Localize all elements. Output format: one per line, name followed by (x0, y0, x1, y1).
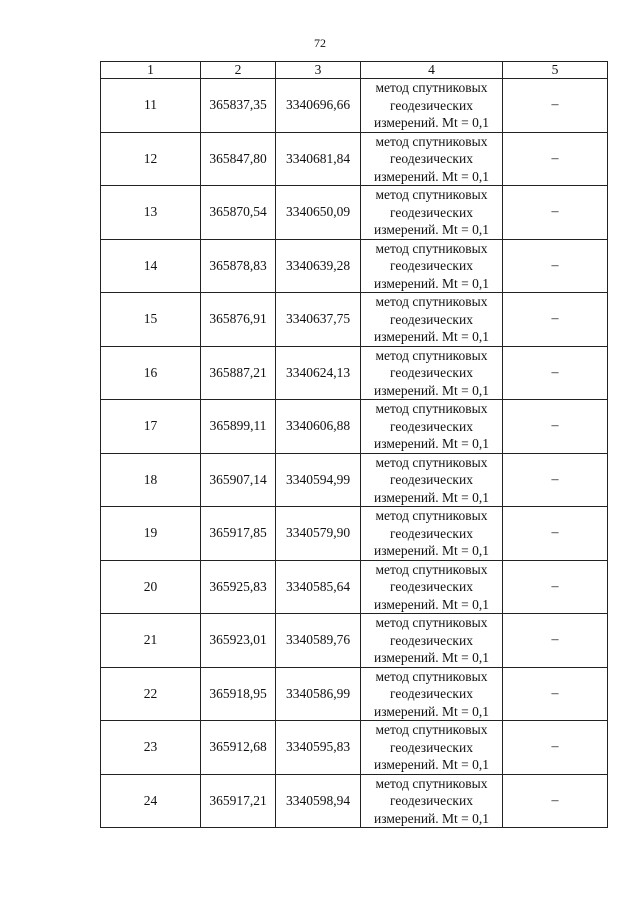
y-coordinate-cell: 3340594,99 (276, 453, 361, 507)
method-line: геодезических (390, 686, 473, 701)
note-cell: – (503, 560, 608, 614)
table-row (101, 507, 608, 561)
header-col-3: 3 (276, 62, 361, 79)
point-number-cell: 21 (101, 614, 201, 668)
point-number-cell: 20 (101, 560, 201, 614)
note-cell: – (503, 239, 608, 293)
x-coordinate-cell: 365887,21 (201, 346, 276, 400)
x-coordinate-cell: 365907,14 (201, 453, 276, 507)
x-coordinate-cell: 365870,54 (201, 186, 276, 240)
x-coordinate-cell: 365923,01 (201, 614, 276, 668)
method-line: геодезических (390, 739, 473, 755)
x-coordinate-cell: 365878,83 (201, 239, 276, 293)
method-line: измерений. Mt = 0,1 (373, 757, 490, 772)
method-line: измерений. Mt = 0,1 (373, 810, 490, 826)
x-coordinate-cell: 365912,68 (201, 721, 276, 775)
method-line: измерений. Mt = 0,1 (373, 703, 490, 719)
method-cell (361, 721, 503, 775)
method-line: метод спутниковых (375, 561, 488, 577)
x-coordinate-cell: 365917,85 (201, 507, 276, 561)
header-col-2: 2 (201, 62, 276, 79)
method-cell (361, 293, 503, 347)
method-line: геодезических (390, 418, 473, 434)
note-cell: – (503, 667, 608, 721)
method-line: метод спутниковых (375, 80, 488, 95)
x-coordinate-cell: 365876,91 (201, 293, 276, 347)
table-row (101, 293, 608, 347)
y-coordinate-cell: 3340696,66 (276, 79, 361, 133)
method-line: метод спутниковых (375, 454, 488, 470)
header-col-4: 4 (361, 62, 503, 79)
method-cell (361, 560, 503, 614)
y-coordinate-cell: 3340637,75 (276, 293, 361, 347)
method-line: измерений. Mt = 0,1 (373, 329, 490, 344)
note-cell: – (503, 721, 608, 775)
table-row (101, 614, 608, 668)
point-number-cell: 24 (101, 774, 201, 828)
method-line: метод спутниковых (375, 508, 488, 523)
table-body (101, 79, 608, 828)
method-cell (361, 79, 503, 133)
point-number-cell: 15 (101, 293, 201, 347)
method-line: метод спутниковых (375, 401, 488, 416)
y-coordinate-cell: 3340639,28 (276, 239, 361, 293)
method-line: геодезических (390, 365, 473, 380)
method-line: геодезических (390, 793, 473, 808)
method-line: метод спутниковых (375, 615, 488, 630)
method-line: измерений. Mt = 0,1 (373, 168, 490, 184)
method-line: геодезических (390, 472, 473, 487)
note-cell: – (503, 132, 608, 186)
y-coordinate-cell: 3340595,83 (276, 721, 361, 775)
note-cell: – (503, 79, 608, 133)
table-row (101, 667, 608, 721)
method-cell (361, 774, 503, 828)
point-number-cell: 23 (101, 721, 201, 775)
method-line: метод спутниковых (375, 187, 488, 202)
table-row (101, 186, 608, 240)
method-line: измерений. Mt = 0,1 (373, 543, 490, 558)
method-line: измерений. Mt = 0,1 (373, 115, 490, 130)
table-row (101, 132, 608, 186)
y-coordinate-cell: 3340586,99 (276, 667, 361, 721)
x-coordinate-cell: 365925,83 (201, 560, 276, 614)
y-coordinate-cell: 3340624,13 (276, 346, 361, 400)
point-number-cell: 18 (101, 453, 201, 507)
table-row (101, 560, 608, 614)
method-line: измерений. Mt = 0,1 (373, 222, 490, 237)
method-cell (361, 239, 503, 293)
page-number: 72 (314, 36, 326, 50)
note-cell: – (503, 614, 608, 668)
note-cell: – (503, 507, 608, 561)
method-line: метод спутниковых (375, 347, 488, 363)
method-line: геодезических (390, 525, 473, 541)
point-number-cell: 17 (101, 400, 201, 454)
point-number-cell: 19 (101, 507, 201, 561)
point-number-cell: 12 (101, 132, 201, 186)
header-col-1: 1 (101, 62, 201, 79)
header-col-5: 5 (503, 62, 608, 79)
y-coordinate-cell: 3340579,90 (276, 507, 361, 561)
table-row (101, 79, 608, 133)
y-coordinate-cell: 3340681,84 (276, 132, 361, 186)
method-line: геодезических (390, 97, 473, 113)
table-header (101, 62, 608, 79)
x-coordinate-cell: 365917,21 (201, 774, 276, 828)
method-cell (361, 132, 503, 186)
method-cell (361, 400, 503, 454)
note-cell: – (503, 346, 608, 400)
method-line: измерений. Mt = 0,1 (373, 275, 490, 291)
table-row (101, 774, 608, 828)
method-line: метод спутниковых (375, 133, 488, 149)
method-line: метод спутниковых (375, 294, 488, 309)
method-cell (361, 346, 503, 400)
y-coordinate-cell: 3340585,64 (276, 560, 361, 614)
method-cell (361, 186, 503, 240)
method-line: измерений. Mt = 0,1 (373, 596, 490, 612)
method-cell (361, 614, 503, 668)
y-coordinate-cell: 3340650,09 (276, 186, 361, 240)
x-coordinate-cell: 365918,95 (201, 667, 276, 721)
point-number-cell: 11 (101, 79, 201, 133)
table-row (101, 453, 608, 507)
table-row (101, 721, 608, 775)
method-cell (361, 667, 503, 721)
note-cell: – (503, 293, 608, 347)
method-line: метод спутниковых (375, 775, 488, 791)
table-row (101, 400, 608, 454)
y-coordinate-cell: 3340606,88 (276, 400, 361, 454)
note-cell: – (503, 400, 608, 454)
method-cell (361, 453, 503, 507)
y-coordinate-cell: 3340598,94 (276, 774, 361, 828)
method-line: геодезических (390, 632, 473, 648)
point-number-cell: 22 (101, 667, 201, 721)
method-line: метод спутниковых (375, 240, 488, 256)
method-line: геодезических (390, 311, 473, 327)
method-line: геодезических (390, 579, 473, 594)
method-line: измерений. Mt = 0,1 (373, 650, 490, 665)
point-number-cell: 13 (101, 186, 201, 240)
point-number-cell: 14 (101, 239, 201, 293)
method-line: метод спутниковых (375, 668, 488, 684)
table-row (101, 346, 608, 400)
method-line: измерений. Mt = 0,1 (373, 436, 490, 451)
method-line: метод спутниковых (375, 722, 488, 737)
method-line: геодезических (390, 151, 473, 166)
method-line: геодезических (390, 204, 473, 220)
table-row (101, 239, 608, 293)
method-line: измерений. Mt = 0,1 (373, 382, 490, 398)
header-row (101, 62, 608, 79)
method-line: измерений. Mt = 0,1 (373, 489, 490, 505)
x-coordinate-cell: 365847,80 (201, 132, 276, 186)
x-coordinate-cell: 365899,11 (201, 400, 276, 454)
y-coordinate-cell: 3340589,76 (276, 614, 361, 668)
coordinates-table (100, 61, 608, 828)
point-number-cell: 16 (101, 346, 201, 400)
note-cell: – (503, 453, 608, 507)
x-coordinate-cell: 365837,35 (201, 79, 276, 133)
method-cell (361, 507, 503, 561)
note-cell: – (503, 186, 608, 240)
method-line: геодезических (390, 258, 473, 273)
note-cell: – (503, 774, 608, 828)
